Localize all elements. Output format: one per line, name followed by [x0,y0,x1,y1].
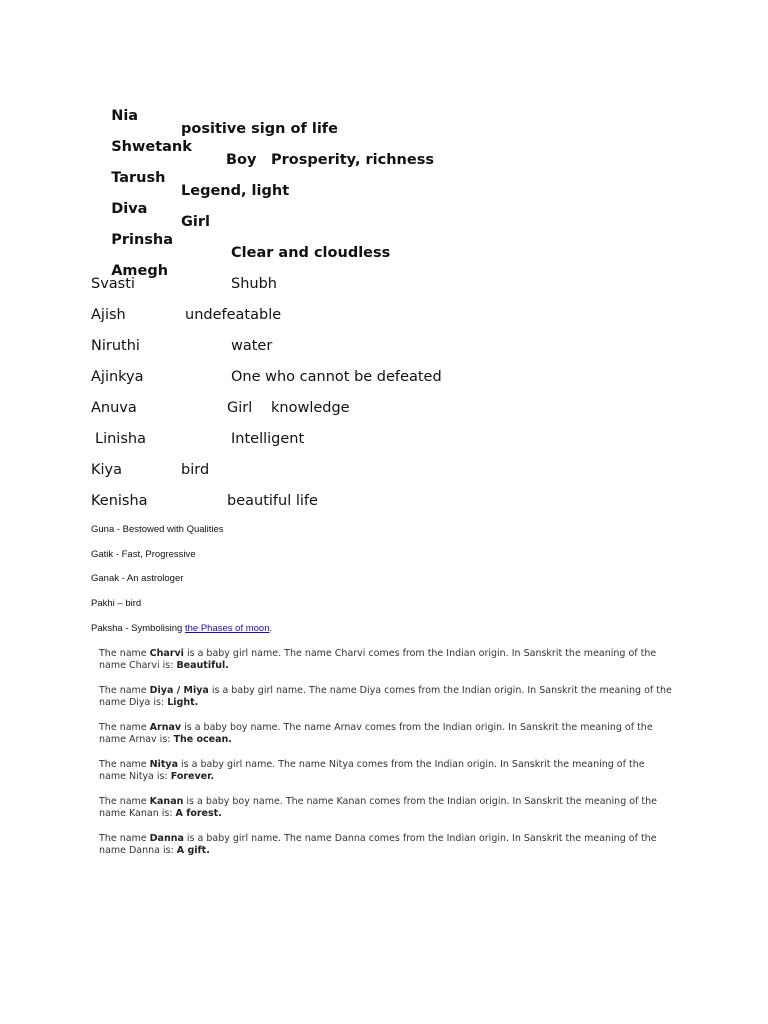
name-paragraph [99,648,674,671]
name-text: Kiya [91,462,123,478]
name-meaning: bird [181,462,210,478]
name-text: Ajinkya [91,369,144,385]
para-meaning: A gift. [176,844,210,856]
name-meaning: One who cannot be defeated [231,369,442,385]
para-name: Danna [149,833,184,844]
small-list-item: Gatik - Fast, Progressive [91,549,196,560]
para-meaning: Light. [167,696,199,708]
para-text: The name [99,759,150,770]
para-name: Nitya [149,759,179,770]
small-list-item: Ganak - An astrologer [91,573,184,584]
para-text: The name [99,833,150,844]
name-meaning: Shubh [231,276,277,292]
para-name: Arnav [149,722,182,733]
name-meaning: Intelligent [231,431,305,447]
name-paragraph [99,833,674,856]
small-list-item: Pakhi – bird [91,598,142,609]
name-text: Tarush [111,170,166,186]
para-name: Charvi [149,648,184,659]
para-text: The name [99,648,150,659]
para-text: is a baby girl name. The name Danna comes from the Indian origin. In Sanskrit the meaning of the name Danna is: [99,833,657,856]
name-paragraph [99,722,674,745]
para-text: is a baby boy name. The name Arnav comes from the Indian origin. In Sanskrit the meaning of the name Arnav is: [99,722,653,745]
name-meaning: positive sign of life [181,121,338,137]
name-paragraph [99,759,674,782]
paksha-prefix: Paksha - Symbolising [91,623,185,634]
name-text: Linisha [95,431,146,447]
para-meaning: Forever. [170,770,215,782]
name-text: Svasti [91,276,135,292]
para-text: is a baby girl name. The name Charvi comes from the Indian origin. In Sanskrit the meaning of the name Charvi is: [99,648,657,671]
phases-of-moon-link[interactable]: the Phases of moon [184,623,270,634]
para-text: The name [99,685,150,696]
name-meaning: beautiful life [227,493,318,509]
name-text: Diva [111,201,148,217]
para-text: The name [99,796,150,807]
para-meaning: A forest. [175,807,222,819]
paksha-suffix: . [269,623,273,634]
para-name: Diya / Miya [149,685,209,696]
name-gender: Girl [227,400,253,416]
para-name: Kanan [149,796,184,807]
name-text: Anuva [91,400,137,416]
name-meaning: water [231,338,273,354]
name-meaning: knowledge [271,400,350,416]
para-meaning: Beautiful. [176,659,229,671]
para-text: is a baby boy name. The name Kanan comes from the Indian origin. In Sanskrit the meaning of the name Kanan is: [99,796,658,819]
name-text: Ajish [91,307,126,323]
name-paragraph [99,685,674,708]
name-paragraph [99,796,674,819]
name-meaning: Girl [181,214,210,230]
para-text: is a baby girl name. The name Nitya comes from the Indian origin. In Sanskrit the meaning of the name Nitya is: [99,759,645,782]
para-text: is a baby girl name. The name Diya comes from the Indian origin. In Sanskrit the meaning of the name Diya is: [99,685,672,708]
name-text: Prinsha [111,232,174,248]
name-meaning: Legend, light [181,183,290,199]
small-list-item: Guna - Bestowed with Qualities [91,524,224,535]
name-meaning: undefeatable [185,307,282,323]
paksha-line [91,623,272,635]
name-text: Shwetank [111,139,192,155]
name-gender: Boy [226,152,257,168]
name-meaning: Prosperity, richness [271,152,434,168]
para-text: The name [99,722,150,733]
name-text: Nia [111,108,139,124]
name-meaning: Clear and cloudless [231,245,391,261]
name-text: Amegh [111,263,169,279]
para-meaning: The ocean. [173,733,232,745]
name-text: Kenisha [91,493,148,509]
name-text: Niruthi [91,338,140,354]
